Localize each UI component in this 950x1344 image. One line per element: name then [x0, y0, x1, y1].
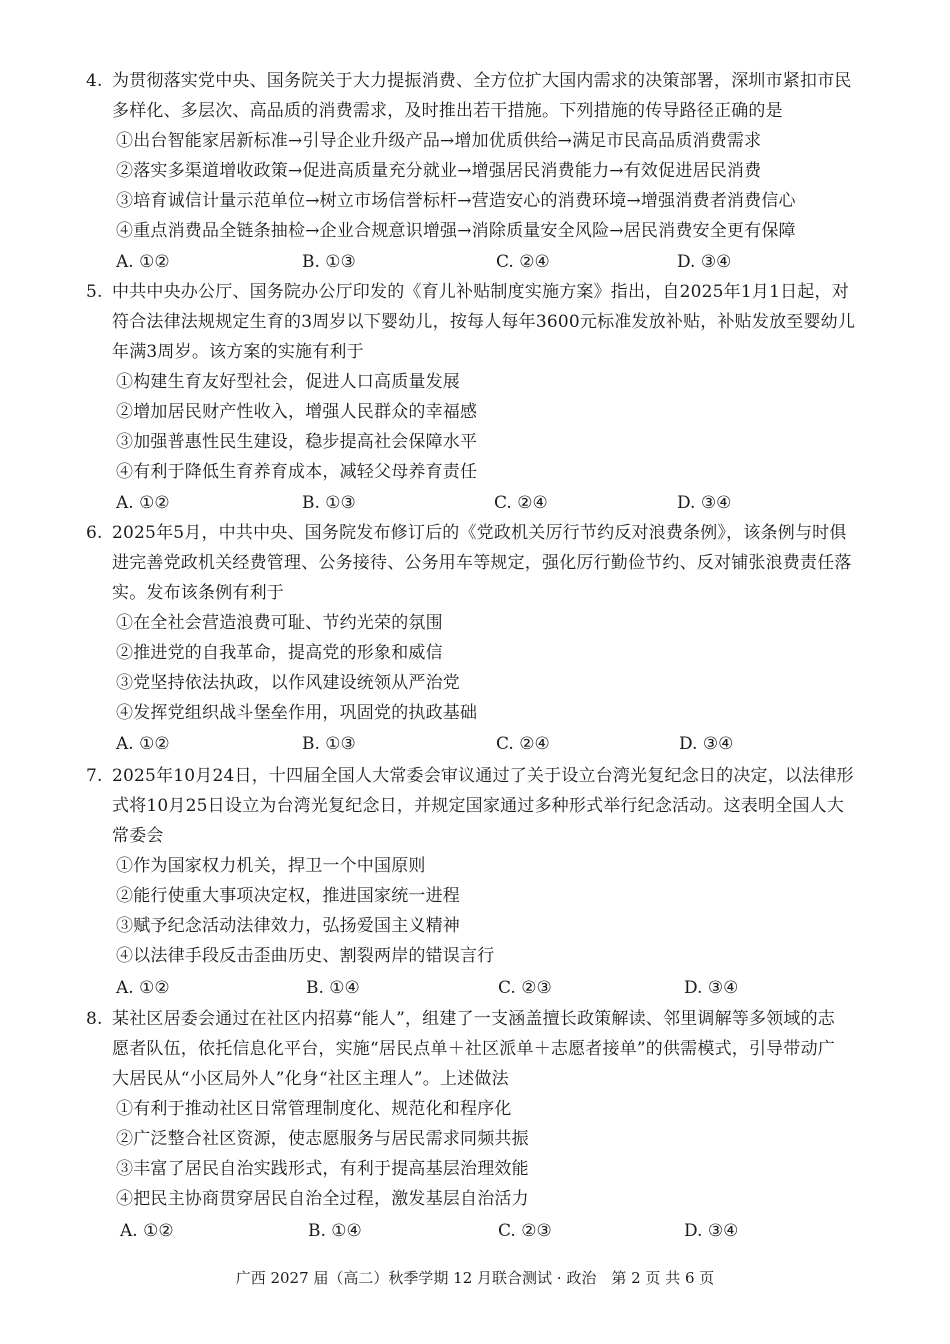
- question-7-choice-c: C. ②③: [498, 978, 552, 998]
- question-6-choice-b: B. ①③: [302, 734, 356, 754]
- question-4-option-2: ②落实多渠道增收政策→促进高质量充分就业→增强居民消费能力→有效促进居民消费: [116, 161, 762, 181]
- question-8-stem-line-1: 某社区居委会通过在社区内招募“能人”，组建了一支涵盖擅长政策解读、邻里调解等多领域的志: [112, 1009, 835, 1029]
- question-8-choice-a: A. ①②: [120, 1221, 174, 1241]
- question-5-option-2: ②增加居民财产性收入，增强人民群众的幸福感: [116, 402, 478, 422]
- question-6-option-1: ①在全社会营造浪费可耻、节约光荣的氛围: [116, 613, 443, 633]
- question-4-number: 4.: [86, 71, 103, 91]
- question-8-choice-c: C. ②③: [498, 1221, 552, 1241]
- question-7-stem-line-3: 常委会: [112, 826, 164, 846]
- question-6-option-4: ④发挥党组织战斗堡垒作用，巩固党的执政基础: [116, 703, 478, 723]
- question-6-stem-line-3: 实。发布该条例有利于: [112, 583, 284, 603]
- question-4-choice-d: D. ③④: [677, 252, 732, 272]
- question-4-choice-b: B. ①③: [302, 252, 356, 272]
- question-6-option-3: ③党坚持依法执政，以作风建设统领从严治党: [116, 673, 460, 693]
- question-7-stem-line-1: 2025年10月24日，十四届全国人大常委会审议通过了关于设立台湾光复纪念日的决定，以法律形: [112, 766, 854, 786]
- question-4-stem-line-2: 多样化、多层次、高品质的消费需求，及时推出若干措施。下列措施的传导路径正确的是: [112, 101, 783, 121]
- question-7-choice-b: B. ①④: [306, 978, 360, 998]
- question-8-option-2: ②广泛整合社区资源，使志愿服务与居民需求同频共振: [116, 1129, 529, 1149]
- question-4-choice-a: A. ①②: [116, 252, 170, 272]
- question-7-option-2: ②能行使重大事项决定权，推进国家统一进程: [116, 886, 460, 906]
- question-4-choice-c: C. ②④: [496, 252, 550, 272]
- question-8-option-4: ④把民主协商贯穿居民自治全过程，激发基层自治活力: [116, 1189, 529, 1209]
- question-4-stem-line-1: 为贯彻落实党中央、国务院关于大力提振消费、全方位扩大国内需求的决策部署，深圳市紧扣市民: [112, 71, 852, 91]
- question-8-stem-line-2: 愿者队伍，依托信息化平台，实施“居民点单＋社区派单＋志愿者接单”的供需模式，引导带动广: [112, 1039, 835, 1059]
- question-4-option-4: ④重点消费品全链条抽检→企业合规意识增强→消除质量安全风险→居民消费安全更有保障: [116, 221, 796, 241]
- question-6-choice-d: D. ③④: [679, 734, 734, 754]
- question-8-choice-b: B. ①④: [308, 1221, 362, 1241]
- question-5-option-4: ④有利于降低生育养育成本，减轻父母养育责任: [116, 462, 478, 482]
- question-7-choice-d: D. ③④: [684, 978, 739, 998]
- question-5-choice-d: D. ③④: [677, 493, 732, 513]
- question-8-option-3: ③丰富了居民自治实践形式，有利于提高基层治理效能: [116, 1159, 529, 1179]
- question-7-option-1: ①作为国家权力机关，捍卫一个中国原则: [116, 856, 426, 876]
- question-7-choice-a: A. ①②: [116, 978, 170, 998]
- question-5-option-1: ①构建生育友好型社会，促进人口高质量发展: [116, 372, 460, 392]
- question-5-number: 5.: [86, 282, 103, 302]
- question-5-choice-b: B. ①③: [302, 493, 356, 513]
- question-5-stem-line-1: 中共中央办公厅、国务院办公厅印发的《育儿补贴制度实施方案》指出，自2025年1月1日起，对: [112, 282, 849, 302]
- question-6-choice-c: C. ②④: [496, 734, 550, 754]
- question-5-stem-line-3: 年满3周岁。该方案的实施有利于: [112, 342, 364, 362]
- question-7-option-4: ④以法律手段反击歪曲历史、割裂两岸的错误言行: [116, 946, 495, 966]
- question-6-stem-line-1: 2025年5月，中共中央、国务院发布修订后的《党政机关厉行节约反对浪费条例》，该条例与时俱: [112, 523, 847, 543]
- question-8-choice-d: D. ③④: [684, 1221, 739, 1241]
- question-5-option-3: ③加强普惠性民生建设，稳步提高社会保障水平: [116, 432, 478, 452]
- question-6-option-2: ②推进党的自我革命，提高党的形象和威信: [116, 643, 443, 663]
- question-7-option-3: ③赋予纪念活动法律效力，弘扬爱国主义精神: [116, 916, 460, 936]
- question-6-number: 6.: [86, 523, 103, 543]
- question-8-stem-line-3: 大居民从“小区局外人”化身“社区主理人”。上述做法: [112, 1069, 509, 1089]
- question-7-number: 7.: [86, 766, 103, 786]
- question-6-stem-line-2: 进完善党政机关经费管理、公务接待、公务用车等规定，强化厉行勤俭节约、反对铺张浪费责任落: [112, 553, 852, 573]
- question-8-option-1: ①有利于推动社区日常管理制度化、规范化和程序化: [116, 1099, 512, 1119]
- question-6-choice-a: A. ①②: [116, 734, 170, 754]
- question-5-choice-a: A. ①②: [116, 493, 170, 513]
- question-5-choice-c: C. ②④: [494, 493, 548, 513]
- question-4-option-1: ①出台智能家居新标准→引导企业升级产品→增加优质供给→满足市民高品质消费需求: [116, 131, 762, 151]
- question-7-stem-line-2: 式将10月25日设立为台湾光复纪念日，并规定国家通过多种形式举行纪念活动。这表明全国人大: [112, 796, 845, 816]
- question-8-number: 8.: [86, 1009, 103, 1029]
- question-4-option-3: ③培育诚信计量示范单位→树立市场信誉标杆→营造安心的消费环境→增强消费者消费信心: [116, 191, 796, 211]
- page-footer: 广西 2027 届（高二）秋季学期 12 月联合测试 · 政治 第 2 页 共 6 页: [235, 1269, 715, 1287]
- question-5-stem-line-2: 符合法律法规规定生育的3周岁以下婴幼儿，按每人每年3600元标准发放补贴，补贴发放至婴幼儿: [112, 312, 856, 332]
